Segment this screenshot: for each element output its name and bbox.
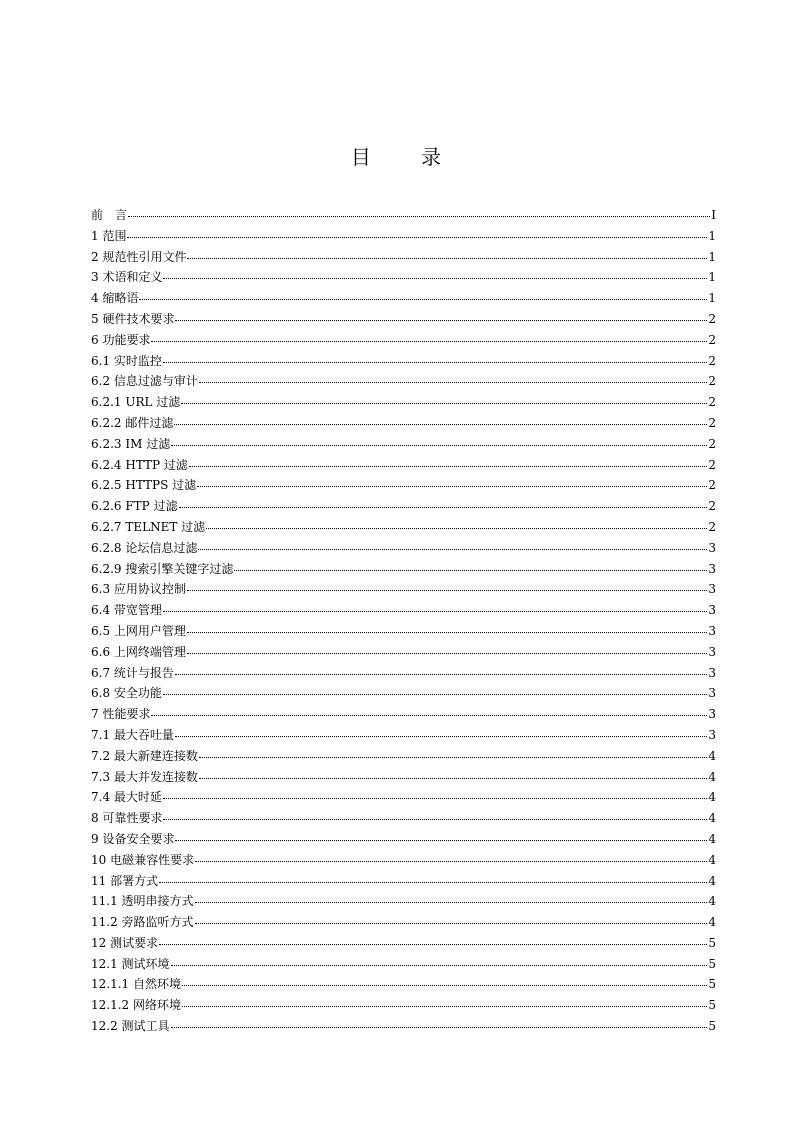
- toc-entry-label: 6.2.4 HTTP 过滤: [91, 457, 188, 472]
- toc-entry-page-number: 3: [708, 707, 716, 722]
- toc-entry-page-number: 2: [708, 374, 716, 389]
- toc-entry-page-number: 2: [708, 499, 716, 514]
- toc-entry-label: 1 范围: [91, 228, 127, 243]
- toc-dot-leader: [139, 299, 707, 300]
- toc-entry-page-number: 2: [708, 415, 716, 430]
- toc-entry[interactable]: [91, 226, 716, 247]
- toc-entry[interactable]: [91, 309, 716, 330]
- toc-entry-page-number: 4: [708, 748, 716, 763]
- toc-entry[interactable]: [91, 683, 716, 704]
- toc-entry-page-number: 3: [708, 561, 716, 576]
- toc-entry[interactable]: [91, 974, 716, 995]
- toc-entry[interactable]: [91, 850, 716, 871]
- toc-entry[interactable]: [91, 642, 716, 663]
- toc-entry-label: 11.2 旁路监听方式: [91, 915, 194, 930]
- toc-entry-label: 6.2.9 搜索引擎关键字过滤: [91, 561, 234, 576]
- toc-entry[interactable]: [91, 517, 716, 538]
- toc-entry[interactable]: [91, 600, 716, 621]
- toc-entry[interactable]: [91, 392, 716, 413]
- toc-entry-label: 前 言: [91, 208, 128, 222]
- toc-dot-leader: [195, 861, 707, 862]
- toc-entry-label: 2 规范性引用文件: [91, 249, 187, 264]
- toc-entry-page-number: 5: [708, 977, 716, 992]
- toc-entry-label: 7 性能要求: [91, 707, 151, 722]
- toc-entry-page-number: 1: [708, 291, 716, 306]
- toc-entry-page-number: 2: [708, 457, 716, 472]
- toc-dot-leader: [128, 216, 710, 217]
- toc-entry[interactable]: [91, 455, 716, 476]
- toc-dot-leader: [195, 902, 708, 903]
- toc-entry[interactable]: [91, 767, 716, 788]
- toc-entry-label: 6.2 信息过滤与审计: [91, 374, 198, 389]
- toc-dot-leader: [197, 486, 707, 487]
- toc-entry[interactable]: [91, 434, 716, 455]
- toc-entry-label: 6.2.1 URL 过滤: [91, 395, 181, 410]
- toc-dot-leader: [175, 736, 707, 737]
- toc-entry-page-number: 2: [708, 478, 716, 493]
- toc-entry-page-number: 4: [708, 915, 716, 930]
- toc-entry[interactable]: [91, 267, 716, 288]
- toc-entry[interactable]: [91, 1016, 716, 1037]
- toc-entry-page-number: 5: [708, 935, 716, 950]
- toc-entry[interactable]: [91, 808, 716, 829]
- toc-dot-leader: [199, 778, 707, 779]
- toc-dot-leader: [187, 258, 707, 259]
- toc-entry-label: 4 缩略语: [91, 291, 139, 306]
- toc-dot-leader: [234, 570, 707, 571]
- toc-entry[interactable]: [91, 559, 716, 580]
- toc-entry-label: 6.2.7 TELNET 过滤: [91, 519, 206, 534]
- toc-dot-leader: [195, 923, 708, 924]
- toc-entry-label: 6.2.3 IM 过滤: [91, 436, 171, 451]
- toc-dot-leader: [175, 840, 707, 841]
- toc-entry-label: 12.1.2 网络环境: [91, 998, 181, 1013]
- toc-entry[interactable]: [91, 413, 716, 434]
- toc-dot-leader: [189, 466, 707, 467]
- toc-dot-leader: [151, 341, 707, 342]
- toc-entry[interactable]: [91, 621, 716, 642]
- toc-entry[interactable]: [91, 871, 716, 892]
- toc-entry-page-number: 3: [708, 644, 716, 659]
- toc-dot-leader: [163, 611, 707, 612]
- toc-entry[interactable]: [91, 725, 716, 746]
- toc-entry-label: 11.1 透明串接方式: [91, 894, 194, 909]
- toc-entry-label: 12.1 测试环境: [91, 956, 170, 971]
- toc-entry[interactable]: [91, 475, 716, 496]
- toc-entry-label: 7.3 最大并发连接数: [91, 769, 198, 784]
- toc-entry[interactable]: [91, 288, 716, 309]
- toc-entry-page-number: 2: [708, 395, 716, 410]
- toc-entry-label: 6 功能要求: [91, 332, 151, 347]
- toc-title: 目 录: [350, 145, 464, 169]
- toc-entry[interactable]: [91, 330, 716, 351]
- toc-entry-page-number: 3: [708, 582, 716, 597]
- toc-dot-leader: [198, 549, 707, 550]
- toc-entry[interactable]: [91, 247, 716, 268]
- toc-entry-page-number: 1: [708, 249, 716, 264]
- toc-dot-leader: [199, 382, 707, 383]
- toc-entry[interactable]: [91, 891, 716, 912]
- toc-entry-label: 3 术语和定义: [91, 270, 163, 285]
- toc-entry-page-number: 1: [708, 228, 716, 243]
- toc-entry-label: 6.2.6 FTP 过滤: [91, 499, 178, 514]
- toc-entry-page-number: 3: [708, 686, 716, 701]
- toc-entry-page-number: 4: [708, 790, 716, 805]
- toc-entry-label: 6.1 实时监控: [91, 353, 162, 368]
- toc-entry-label: 7.1 最大吞吐量: [91, 727, 174, 742]
- toc-entry-label: 6.6 上网终端管理: [91, 644, 186, 659]
- toc-dot-leader: [181, 403, 707, 404]
- toc-entry-page-number: 4: [708, 831, 716, 846]
- toc-dot-leader: [163, 798, 707, 799]
- toc-dot-leader: [187, 590, 707, 591]
- toc-dot-leader: [159, 944, 707, 945]
- toc-dot-leader: [206, 528, 707, 529]
- toc-dot-leader: [171, 445, 707, 446]
- toc-entry-page-number: 3: [708, 540, 716, 555]
- toc-entry-label: 5 硬件技术要求: [91, 311, 175, 326]
- toc-entry-label: 12.1.1 自然环境: [91, 977, 181, 992]
- toc-dot-leader: [159, 882, 707, 883]
- toc-entry-label: 6.7 统计与报告: [91, 665, 174, 680]
- toc-entry[interactable]: [91, 538, 716, 559]
- toc-entry[interactable]: [91, 912, 716, 933]
- toc-entry-label: 10 电磁兼容性要求: [91, 852, 195, 867]
- toc-dot-leader: [151, 715, 707, 716]
- toc-dot-leader: [187, 632, 707, 633]
- toc-entry-page-number: 5: [708, 956, 716, 971]
- toc-entry-page-number: 3: [708, 623, 716, 638]
- toc-dot-leader: [175, 674, 707, 675]
- toc-dot-leader: [174, 424, 707, 425]
- toc-entry[interactable]: [91, 995, 716, 1016]
- toc-entry-page-number: 2: [708, 311, 716, 326]
- toc-entry-page-number: 4: [708, 873, 716, 888]
- toc-entry[interactable]: [91, 933, 716, 954]
- toc-entry-page-number: 4: [708, 769, 716, 784]
- toc-entry[interactable]: [91, 746, 716, 767]
- toc-dot-leader: [163, 278, 707, 279]
- toc-entry-page-number: 2: [708, 519, 716, 534]
- toc-entry-label: 6.3 应用协议控制: [91, 582, 186, 597]
- toc-dot-leader: [179, 507, 708, 508]
- toc-dot-leader: [127, 237, 707, 238]
- toc-dot-leader: [163, 819, 707, 820]
- toc-entry-label: 7.2 最大新建连接数: [91, 748, 198, 763]
- toc-dot-leader: [182, 985, 707, 986]
- toc-dot-leader: [182, 1006, 707, 1007]
- toc-entry-page-number: 3: [708, 603, 716, 618]
- toc-entry-page-number: 4: [708, 852, 716, 867]
- toc-entry-page-number: 2: [708, 436, 716, 451]
- toc-entry-page-number: 2: [708, 332, 716, 347]
- toc-entry-page-number: 3: [708, 665, 716, 680]
- toc-entry[interactable]: [91, 205, 716, 226]
- toc-dot-leader: [163, 694, 707, 695]
- toc-entry-page-number: 1: [708, 270, 716, 285]
- toc-dot-leader: [187, 653, 707, 654]
- toc-entry-label: 6.2.8 论坛信息过滤: [91, 540, 198, 555]
- toc-entry-page-number: 4: [708, 811, 716, 826]
- toc-entry-label: 12.2 测试工具: [91, 1019, 170, 1034]
- toc-entry[interactable]: [91, 663, 716, 684]
- toc-entry[interactable]: [91, 351, 716, 372]
- toc-entry-label: 6.8 安全功能: [91, 686, 162, 701]
- toc-entry-label: 7.4 最大时延: [91, 790, 162, 805]
- toc-entry[interactable]: [91, 371, 716, 392]
- toc-dot-leader: [163, 362, 707, 363]
- toc-entry[interactable]: [91, 787, 716, 808]
- toc-entry[interactable]: [91, 704, 716, 725]
- toc-entry-page-number: 3: [708, 727, 716, 742]
- toc-entry-label: 6.2.5 HTTPS 过滤: [91, 478, 197, 493]
- toc-entry-page-number: 5: [708, 998, 716, 1013]
- toc-entry[interactable]: [91, 829, 716, 850]
- toc-entry[interactable]: [91, 954, 716, 975]
- toc-entry-label: 11 部署方式: [91, 873, 159, 888]
- table-of-contents: [91, 205, 716, 1037]
- toc-dot-leader: [171, 965, 708, 966]
- toc-entry-page-number: 4: [708, 894, 716, 909]
- toc-dot-leader: [175, 320, 707, 321]
- toc-entry-label: 6.5 上网用户管理: [91, 623, 186, 638]
- toc-entry-page-number: I: [711, 208, 716, 222]
- toc-entry[interactable]: [91, 579, 716, 600]
- toc-dot-leader: [171, 1027, 708, 1028]
- toc-entry-label: 8 可靠性要求: [91, 811, 163, 826]
- toc-entry[interactable]: [91, 496, 716, 517]
- toc-dot-leader: [199, 757, 707, 758]
- toc-entry-label: 9 设备安全要求: [91, 831, 175, 846]
- toc-entry-label: 6.2.2 邮件过滤: [91, 415, 174, 430]
- toc-entry-label: 6.4 带宽管理: [91, 603, 162, 618]
- toc-entry-page-number: 2: [708, 353, 716, 368]
- toc-entry-label: 12 测试要求: [91, 935, 159, 950]
- toc-entry-page-number: 5: [708, 1019, 716, 1034]
